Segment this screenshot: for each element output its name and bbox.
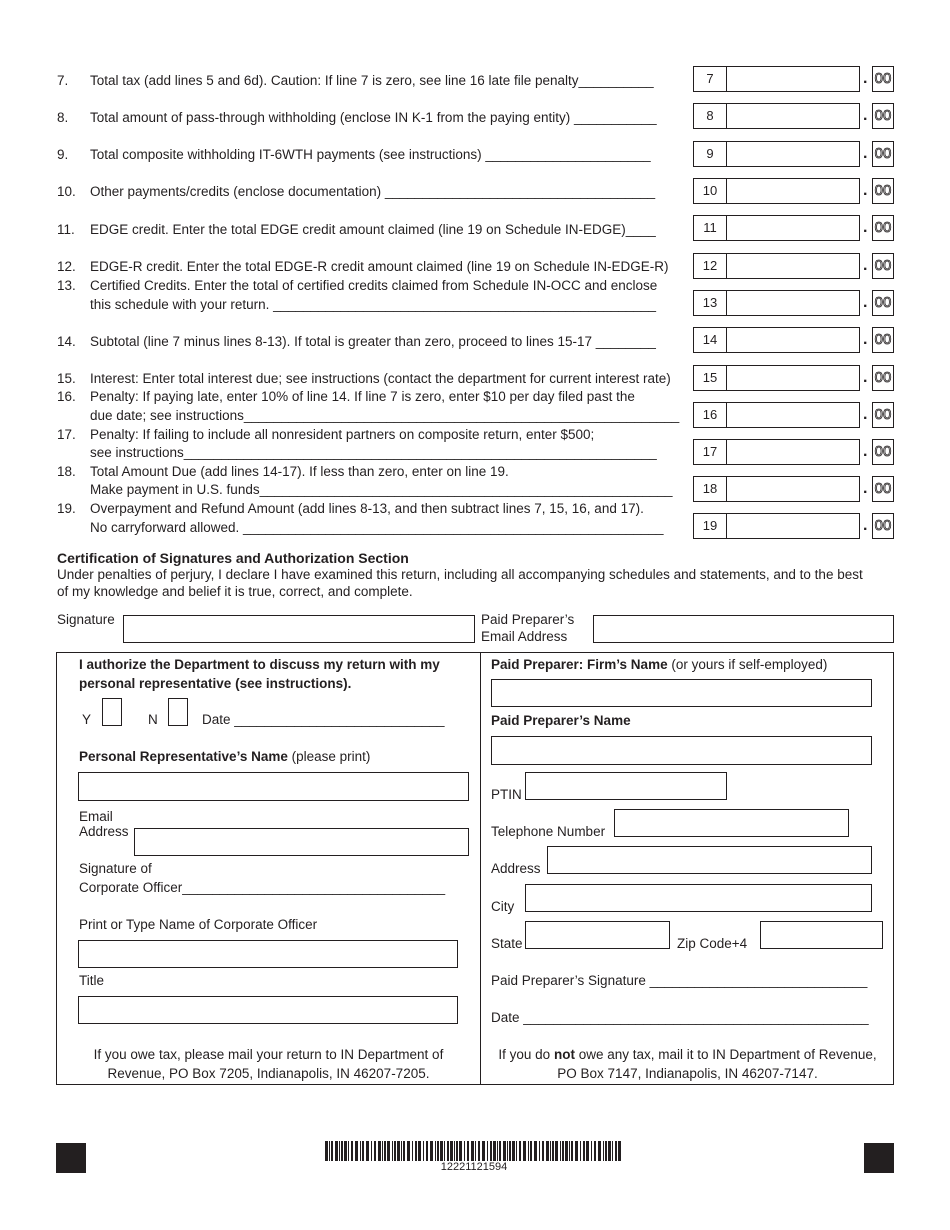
- barcode-bar: [516, 1141, 517, 1161]
- telephone-field[interactable]: [614, 809, 849, 837]
- line-description-cont: see instructions_______________________________________________________________: [90, 445, 657, 460]
- barcode-bar: [459, 1141, 462, 1161]
- barcode-bar: [384, 1141, 386, 1161]
- line-number: 18.: [57, 464, 76, 479]
- decimal-point: .: [863, 517, 868, 534]
- address-field[interactable]: [547, 846, 872, 874]
- barcode-bar: [378, 1141, 381, 1161]
- cents-field[interactable]: 00: [872, 215, 894, 241]
- barcode-bar: [435, 1141, 436, 1161]
- barcode-bar: [401, 1141, 402, 1161]
- barcode-bar: [608, 1141, 611, 1161]
- amount-field[interactable]: [727, 66, 860, 92]
- cents-field[interactable]: 00: [872, 327, 894, 353]
- decimal-point: .: [863, 107, 868, 124]
- barcode-bar: [509, 1141, 511, 1161]
- line-box-number: 9: [693, 141, 727, 167]
- barcode-bar: [366, 1141, 369, 1161]
- barcode-bar: [594, 1141, 596, 1161]
- barcode-bar: [475, 1141, 476, 1161]
- barcode-bar: [407, 1141, 410, 1161]
- barcode-bar: [444, 1141, 445, 1161]
- cents-field[interactable]: 00: [872, 66, 894, 92]
- rep-name-label: Personal Representative’s Name (please print): [79, 749, 371, 764]
- barcode-bar: [426, 1141, 428, 1161]
- decimal-point: .: [863, 443, 868, 460]
- line-description: Certified Credits. Enter the total of certified credits claimed from Schedule IN-OCC and enclose: [90, 278, 658, 293]
- yes-checkbox[interactable]: [102, 698, 122, 726]
- cents-field[interactable]: 00: [872, 290, 894, 316]
- line-box-number: 10: [693, 178, 727, 204]
- barcode-bar: [339, 1141, 340, 1161]
- barcode-bar: [454, 1141, 455, 1161]
- mail-owe-text-1: If you owe tax, please mail your return to IN Department of: [93, 1047, 444, 1062]
- barcode-bar: [464, 1141, 465, 1161]
- barcode-bar: [341, 1141, 343, 1161]
- line-description-cont: Make payment in U.S. funds_______________________________________________________: [90, 482, 673, 497]
- signature-field[interactable]: [123, 615, 475, 643]
- barcode-bar: [437, 1141, 439, 1161]
- rep-email-field[interactable]: [134, 828, 469, 856]
- decimal-point: .: [863, 219, 868, 236]
- line-description: Total tax (add lines 5 and 6d). Caution: If line 7 is zero, see line 16 late file penalty__________: [90, 73, 654, 88]
- line-description: Total Amount Due (add lines 14-17). If less than zero, enter on line 19.: [90, 464, 509, 479]
- corp-officer-name-field[interactable]: [78, 940, 458, 968]
- barcode-bar: [612, 1141, 613, 1161]
- barcode-bar: [497, 1141, 498, 1161]
- barcode-bar: [583, 1141, 585, 1161]
- line-box-number: 11: [693, 215, 727, 241]
- preparer-email-label-1: Paid Preparer’s: [481, 612, 575, 627]
- preparer-email-field[interactable]: [593, 615, 894, 643]
- line-number: 9.: [57, 147, 69, 162]
- rep-email-label-1: Email: [79, 809, 113, 824]
- amount-field[interactable]: [727, 215, 860, 241]
- barcode-bar: [374, 1141, 376, 1161]
- line-number: 10.: [57, 184, 76, 199]
- decimal-point: .: [863, 331, 868, 348]
- barcode-bar: [394, 1141, 396, 1161]
- amount-field[interactable]: [727, 327, 860, 353]
- cents-field[interactable]: 00: [872, 365, 894, 391]
- ptin-label: PTIN: [491, 787, 522, 802]
- line-number: 14.: [57, 334, 76, 349]
- preparer-email-label-2: Email Address: [481, 629, 568, 644]
- barcode-bar: [456, 1141, 458, 1161]
- barcode-bar: [503, 1141, 506, 1161]
- decimal-point: .: [863, 369, 868, 386]
- mail-owe-text-2: Revenue, PO Box 7205, Indianapolis, IN 46207-7205.: [107, 1066, 430, 1081]
- amount-field[interactable]: [727, 439, 860, 465]
- barcode-bar: [362, 1141, 364, 1161]
- decimal-point: .: [863, 294, 868, 311]
- barcode-bar: [392, 1141, 393, 1161]
- corp-officer-name-label: Print or Type Name of Corporate Officer: [79, 917, 318, 932]
- barcode-bar: [603, 1141, 604, 1161]
- barcode-bar: [335, 1141, 338, 1161]
- line-number: 8.: [57, 110, 69, 125]
- barcode-bar: [331, 1141, 333, 1161]
- line-box-number: 19: [693, 513, 727, 539]
- line-description: Penalty: If failing to include all nonresident partners on composite return, enter $500;: [90, 427, 595, 442]
- barcode-bar: [415, 1141, 417, 1161]
- cents-field[interactable]: 00: [872, 439, 894, 465]
- barcode-bar: [418, 1141, 421, 1161]
- barcode-bar: [329, 1141, 330, 1161]
- barcode-bar: [615, 1141, 617, 1161]
- rep-name-field[interactable]: [78, 772, 469, 801]
- barcode-number: 12221121594: [440, 1161, 508, 1173]
- barcode-bar: [534, 1141, 537, 1161]
- line-box-number: 12: [693, 253, 727, 279]
- zip-label: Zip Code+4: [677, 936, 748, 951]
- rep-email-label-2: Address: [79, 824, 129, 839]
- no-checkbox[interactable]: [168, 698, 188, 726]
- zip-field[interactable]: [760, 921, 883, 949]
- cert-heading: Certification of Signatures and Authorization Section: [57, 550, 409, 566]
- cents-field[interactable]: 00: [872, 513, 894, 539]
- city-label: City: [491, 899, 515, 914]
- barcode-bar: [387, 1141, 390, 1161]
- barcode-bar: [348, 1141, 349, 1161]
- amount-field[interactable]: [727, 402, 860, 428]
- line-box-number: 14: [693, 327, 727, 353]
- amount-field[interactable]: [727, 365, 860, 391]
- barcode-bar: [382, 1141, 383, 1161]
- barcode-bar: [351, 1141, 353, 1161]
- cents-field[interactable]: 00: [872, 178, 894, 204]
- preparer-signature-line[interactable]: Paid Preparer’s Signature _____________________________: [491, 973, 868, 988]
- cents-field[interactable]: 00: [872, 141, 894, 167]
- barcode-bar: [490, 1141, 492, 1161]
- amount-field[interactable]: [727, 141, 860, 167]
- preparer-name-field[interactable]: [491, 736, 872, 765]
- preparer-name-label: Paid Preparer’s Name: [491, 713, 631, 728]
- barcode-bar: [586, 1141, 589, 1161]
- barcode-bar: [344, 1141, 347, 1161]
- line-description: EDGE credit. Enter the total EDGE credit amount claimed (line 19 on Schedule IN-EDGE)____: [90, 222, 656, 237]
- barcode-bar: [360, 1141, 361, 1161]
- barcode-bar: [560, 1141, 561, 1161]
- barcode-bar: [546, 1141, 549, 1161]
- authorize-text-2: personal representative (see instructions).: [79, 676, 352, 691]
- line-description: Total amount of pass-through withholding (enclose IN K-1 from the paying entity) ___________: [90, 110, 657, 125]
- column-divider: [480, 652, 481, 1085]
- line-number: 11.: [57, 222, 75, 237]
- corp-officer-sig-label-2[interactable]: Corporate Officer___________________________________: [79, 880, 446, 895]
- registration-mark-right: [864, 1143, 894, 1173]
- preparer-date-line[interactable]: Date ______________________________________________: [491, 1010, 869, 1025]
- line-description: EDGE-R credit. Enter the total EDGE-R credit amount claimed (line 19 on Schedule IN-EDGE-R): [90, 259, 669, 274]
- barcode-bar: [499, 1141, 501, 1161]
- line-description: Total composite withholding IT-6WTH payments (see instructions) ______________________: [90, 147, 651, 162]
- barcode-bar: [550, 1141, 551, 1161]
- line-number: 7.: [57, 73, 69, 88]
- authorize-text-1: I authorize the Department to discuss my return with my: [79, 657, 440, 672]
- barcode-bar: [591, 1141, 592, 1161]
- firm-name-label: Paid Preparer: Firm’s Name (or yours if self-employed): [491, 657, 828, 672]
- barcode-bar: [440, 1141, 443, 1161]
- amount-field[interactable]: [727, 103, 860, 129]
- line-number: 13.: [57, 278, 76, 293]
- line-box-number: 7: [693, 66, 727, 92]
- mail-no-tax-text-2: PO Box 7147, Indianapolis, IN 46207-7147.: [557, 1066, 818, 1081]
- barcode-bar: [512, 1141, 515, 1161]
- decimal-point: .: [863, 480, 868, 497]
- amount-field[interactable]: [727, 513, 860, 539]
- signature-label: Signature: [57, 612, 115, 627]
- title-field[interactable]: [78, 996, 458, 1024]
- decimal-point: .: [863, 70, 868, 87]
- barcode-bar: [555, 1141, 558, 1161]
- barcode-bar: [569, 1141, 570, 1161]
- line-box-number: 17: [693, 439, 727, 465]
- barcode-bar: [605, 1141, 607, 1161]
- city-field[interactable]: [525, 884, 872, 912]
- decimal-point: .: [863, 257, 868, 274]
- barcode-bar: [539, 1141, 540, 1161]
- telephone-label: Telephone Number: [491, 824, 606, 839]
- line-description-cont: due date; see instructions__________________________________________________________: [90, 408, 680, 423]
- line-description: Subtotal (line 7 minus lines 8-13). If total is greater than zero, proceed to lines 15-17 ________: [90, 334, 656, 349]
- state-field[interactable]: [525, 921, 670, 949]
- barcode-bar: [447, 1141, 449, 1161]
- barcode-bar: [519, 1141, 521, 1161]
- line-number: 16.: [57, 389, 76, 404]
- barcode-bar: [467, 1141, 469, 1161]
- no-label: N: [148, 712, 158, 727]
- barcode-bar: [493, 1141, 496, 1161]
- corp-officer-sig-label-1: Signature of: [79, 861, 152, 876]
- barcode-bar: [575, 1141, 578, 1161]
- barcode: [325, 1141, 623, 1161]
- barcode-bar: [412, 1141, 413, 1161]
- decimal-point: .: [863, 182, 868, 199]
- line-box-number: 13: [693, 290, 727, 316]
- yes-label: Y: [82, 712, 92, 727]
- barcode-bar: [371, 1141, 372, 1161]
- mail-no-tax-text-1: If you do not owe any tax, mail it to IN Department of Revenue,: [498, 1047, 877, 1062]
- line-description-cont: this schedule with your return. ___________________________________________________: [90, 297, 656, 312]
- barcode-bar: [403, 1141, 405, 1161]
- barcode-bar: [478, 1141, 480, 1161]
- barcode-bar: [397, 1141, 400, 1161]
- barcode-bar: [487, 1141, 488, 1161]
- barcode-bar: [523, 1141, 526, 1161]
- barcode-bar: [598, 1141, 601, 1161]
- line-description: Other payments/credits (enclose documentation) ____________________________________: [90, 184, 656, 199]
- barcode-bar: [580, 1141, 581, 1161]
- line-description: Interest: Enter total interest due; see instructions (contact the department for current interest rate): [90, 371, 671, 386]
- cents-field[interactable]: 00: [872, 402, 894, 428]
- barcode-bar: [562, 1141, 564, 1161]
- decimal-point: .: [863, 145, 868, 162]
- barcode-bar: [325, 1141, 328, 1161]
- line-number: 12.: [57, 259, 76, 274]
- ptin-field[interactable]: [525, 772, 727, 800]
- line-box-number: 15: [693, 365, 727, 391]
- state-label: State: [491, 936, 523, 951]
- barcode-bar: [542, 1141, 544, 1161]
- title-label: Title: [79, 973, 105, 988]
- barcode-bar: [530, 1141, 532, 1161]
- barcode-bar: [552, 1141, 554, 1161]
- amount-field[interactable]: [727, 253, 860, 279]
- line-description-cont: No carryforward allowed. ________________________________________________________: [90, 520, 664, 535]
- barcode-bar: [507, 1141, 508, 1161]
- cert-text-1: Under penalties of perjury, I declare I have examined this return, including all accompanying schedules and statements, and to the best: [57, 567, 863, 582]
- barcode-bar: [430, 1141, 433, 1161]
- line-number: 19.: [57, 501, 76, 516]
- barcode-bar: [423, 1141, 424, 1161]
- line-description: Overpayment and Refund Amount (add lines 8-13, and then subtract lines 7, 15, 16, and 17).: [90, 501, 644, 516]
- cents-field[interactable]: 00: [872, 253, 894, 279]
- line-box-number: 16: [693, 402, 727, 428]
- barcode-bar: [618, 1141, 621, 1161]
- line-box-number: 8: [693, 103, 727, 129]
- barcode-bar: [355, 1141, 358, 1161]
- amount-field[interactable]: [727, 178, 860, 204]
- cert-text-2: of my knowledge and belief it is true, correct, and complete.: [57, 584, 413, 599]
- line-number: 15.: [57, 371, 76, 386]
- barcode-bar: [482, 1141, 485, 1161]
- barcode-bar: [528, 1141, 529, 1161]
- amount-field[interactable]: [727, 290, 860, 316]
- registration-mark-left: [56, 1143, 86, 1173]
- barcode-bar: [565, 1141, 568, 1161]
- address-label: Address: [491, 861, 541, 876]
- decimal-point: .: [863, 406, 868, 423]
- barcode-bar: [571, 1141, 573, 1161]
- cents-field[interactable]: 00: [872, 103, 894, 129]
- line-number: 17.: [57, 427, 76, 442]
- line-box-number: 18: [693, 476, 727, 502]
- barcode-bar: [471, 1141, 474, 1161]
- barcode-bar: [450, 1141, 453, 1161]
- firm-name-field[interactable]: [491, 679, 872, 707]
- cents-field[interactable]: 00: [872, 476, 894, 502]
- authorize-date[interactable]: Date ____________________________: [202, 712, 445, 727]
- amount-field[interactable]: [727, 476, 860, 502]
- line-description: Penalty: If paying late, enter 10% of line 14. If line 7 is zero, enter $10 per day filed past the: [90, 389, 635, 404]
